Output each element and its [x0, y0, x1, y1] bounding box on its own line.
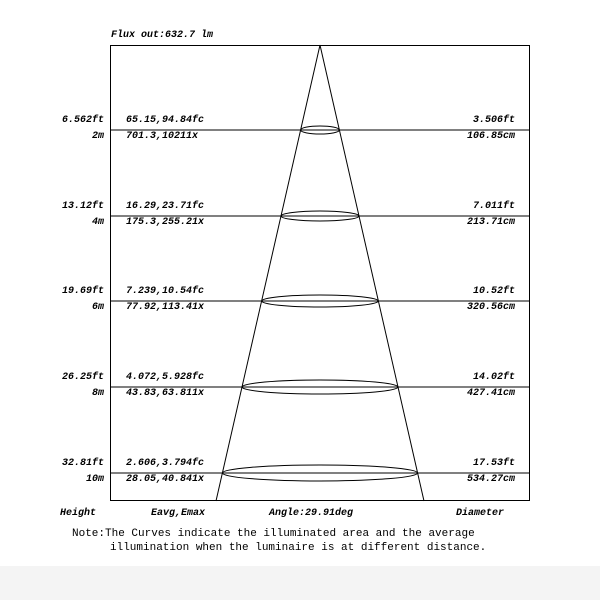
diameter-ft-label: 7.011ft	[472, 201, 515, 212]
illuminance-fc-label: 2.606,3.794fc	[126, 458, 205, 469]
height-ft-label: 26.25ft	[61, 372, 104, 383]
height-m-label: 10m	[85, 474, 104, 485]
illuminance-lx-label: 77.92,113.41x	[126, 302, 205, 313]
diameter-ft-label: 10.52ft	[472, 286, 515, 297]
footer-eavg-label: Eavg,Emax	[151, 508, 206, 519]
height-ft-label: 6.562ft	[61, 115, 104, 126]
height-m-label: 2m	[91, 131, 104, 142]
illuminance-fc-label: 16.29,23.71fc	[126, 201, 205, 212]
beam-left-edge	[216, 45, 320, 501]
illuminance-lx-label: 701.3,10211x	[126, 131, 199, 142]
illuminance-fc-label: 65.15,94.84fc	[126, 115, 205, 126]
diameter-ft-label: 17.53ft	[472, 458, 515, 469]
height-m-label: 6m	[91, 302, 104, 313]
diameter-cm-label: 427.41cm	[466, 388, 515, 399]
footer-height-label: Height	[60, 508, 97, 519]
note-line-1: Note:The Curves indicate the illuminated area and the average	[72, 528, 475, 540]
diameter-ft-label: 14.02ft	[472, 372, 515, 383]
height-m-label: 4m	[91, 217, 104, 228]
illumination-ellipses	[222, 126, 417, 481]
diameter-cm-label: 534.27cm	[466, 474, 515, 485]
illuminance-lx-label: 175.3,255.21x	[126, 217, 205, 228]
illuminance-lx-label: 43.83,63.811x	[126, 388, 205, 399]
height-ft-label: 19.69ft	[61, 286, 104, 297]
diameter-cm-label: 106.85cm	[466, 131, 515, 142]
diameter-cm-label: 320.56cm	[466, 302, 515, 313]
footer-angle-label: Angle:29.91deg	[269, 508, 354, 519]
height-ft-label: 32.81ft	[61, 458, 104, 469]
flux-label: Flux out:632.7 lm	[111, 30, 214, 41]
height-m-label: 8m	[91, 388, 104, 399]
illuminance-fc-label: 4.072,5.928fc	[126, 372, 205, 383]
footer-bar	[0, 566, 600, 600]
height-ft-label: 13.12ft	[61, 201, 104, 212]
illuminance-fc-label: 7.239,10.54fc	[126, 286, 205, 297]
beam-right-edge	[320, 45, 424, 501]
diameter-ft-label: 3.506ft	[472, 115, 515, 126]
illuminance-lx-label: 28.05,40.841x	[126, 474, 205, 485]
diameter-cm-label: 213.71cm	[466, 217, 515, 228]
note-line-2: illumination when the luminaire is at different distance.	[110, 542, 487, 554]
footer-diameter-label: Diameter	[456, 508, 505, 519]
